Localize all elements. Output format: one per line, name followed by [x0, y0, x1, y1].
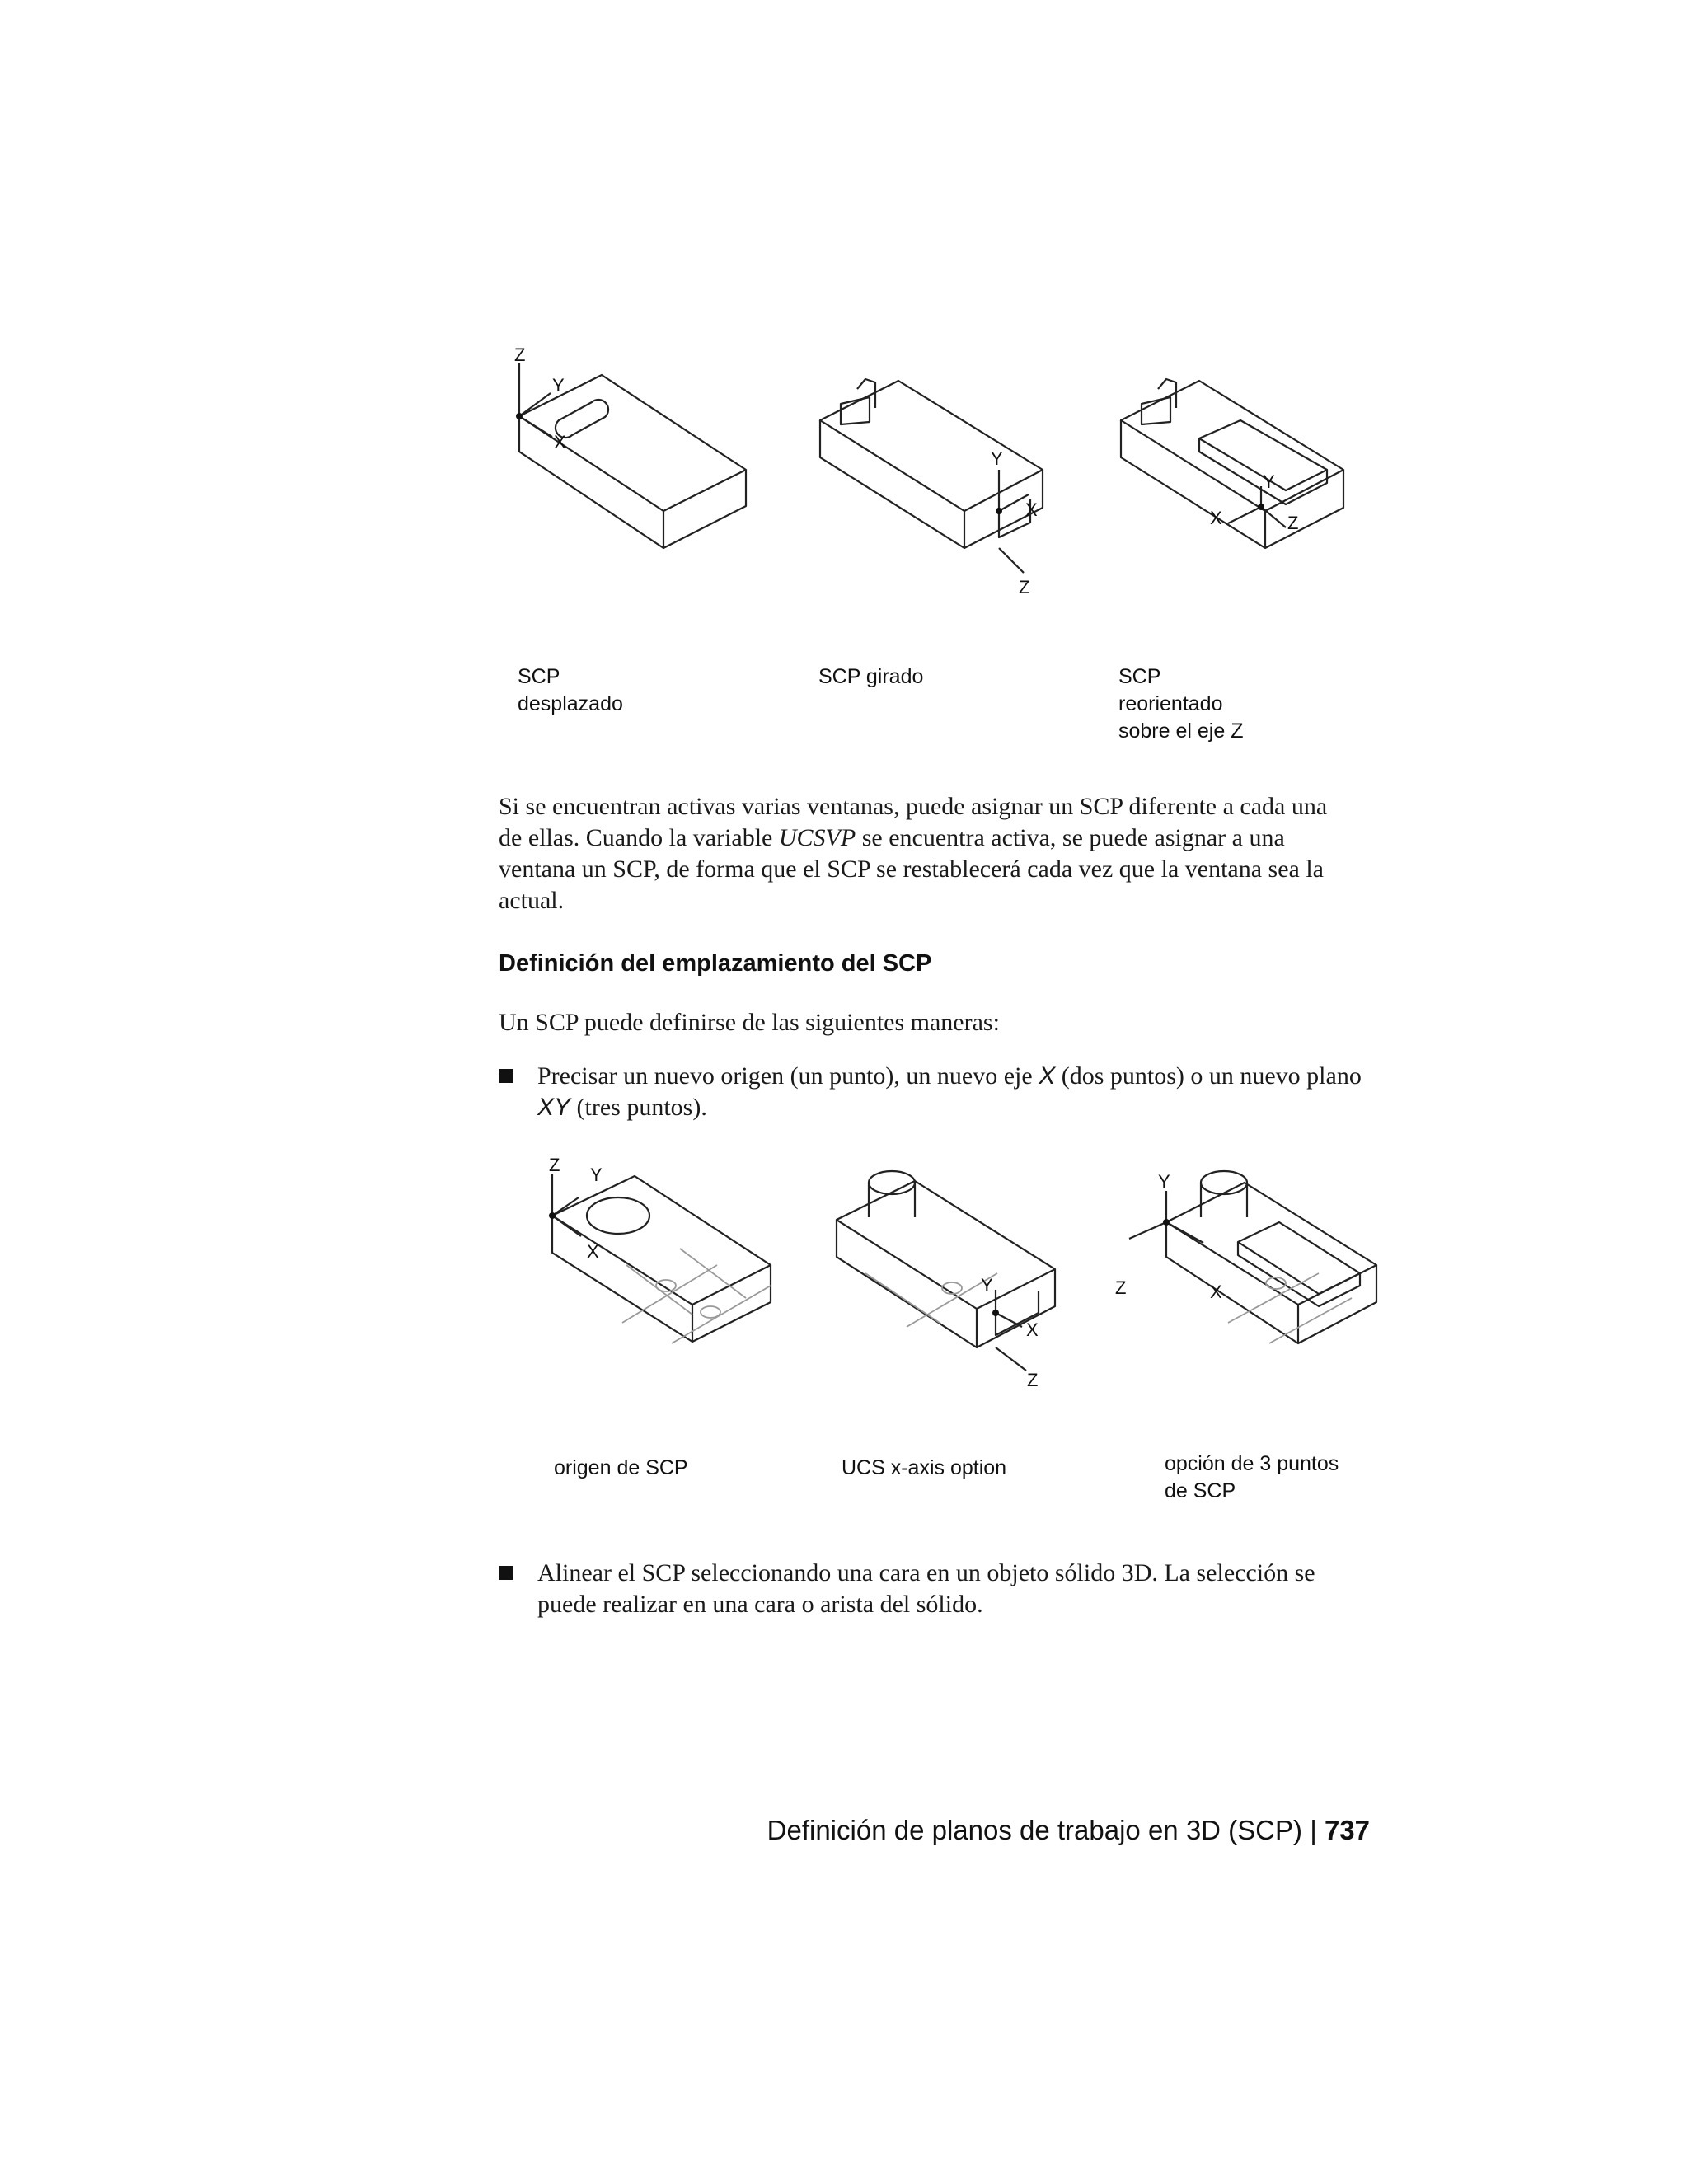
axis-label-y: Y [981, 1275, 993, 1296]
list-item [499, 1558, 1372, 1620]
figure-ucs-definition-drawing [528, 1150, 1393, 1397]
bullet-square-icon [499, 1566, 513, 1580]
figure-caption-displaced: SCP desplazado [518, 665, 623, 715]
box-ucs-origin [549, 1155, 771, 1343]
axis-label-y: Y [590, 1165, 603, 1185]
figure-ucs-variants-drawing [495, 346, 1368, 593]
axis-label-x: X [1210, 1282, 1222, 1302]
footer-separator: | [1310, 1815, 1317, 1845]
axis-label-x: X [1210, 508, 1222, 528]
figure-ucs-variants [495, 346, 1368, 593]
page-number: 737 [1324, 1815, 1370, 1845]
axis-label-z: Z [1287, 513, 1299, 533]
section-heading: Definición del emplazamiento del SCP [499, 950, 932, 977]
axis-label-y: Y [552, 375, 565, 396]
figure-caption-origin: origen de SCP [554, 1456, 688, 1479]
box-ucs-x-axis [837, 1171, 1055, 1390]
figure-caption-x-axis: UCS x-axis option [842, 1456, 1007, 1479]
list-item [499, 1061, 1372, 1123]
axis-label-z: Z [514, 346, 526, 365]
list-item-text: Precisar un nuevo origen (un punto), un nuevo eje X (dos puntos) o un nuevo plano XY (tres puntos). [537, 1062, 1362, 1121]
variable-name: UCSVP [778, 824, 856, 851]
axis-label-x: X [554, 432, 566, 452]
box-rotated-ucs [820, 379, 1043, 593]
footer-title: Definición de planos de trabajo en 3D (SCP) [767, 1815, 1303, 1845]
axis-label-z: Z [1027, 1370, 1039, 1390]
figure-caption-reoriented: SCP reorientado sobre el eje Z [1118, 665, 1244, 743]
figure-ucs-definition-methods [528, 1150, 1393, 1397]
axis-label-y: Y [1158, 1171, 1170, 1192]
body-paragraph-intro: Un SCP puede definirse de las siguientes maneras: [499, 1009, 1000, 1036]
list-item-text: Alinear el SCP seleccionando una cara en un objeto sólido 3D. La selección se puede realizar en una cara o arista del sólido. [537, 1559, 1315, 1618]
axis-label-z: Z [1115, 1277, 1127, 1298]
body-paragraph-viewports: Si se encuentran activas varias ventanas, puede asignar un SCP diferente a cada una de ellas. Cuando la variable UCSVP se encuentra activa, se puede asignar a una ventana un SCP, de forma que el SCP se restablecerá cada vez que la ventana sea la actual. [499, 793, 1328, 914]
box-ucs-3point [1115, 1171, 1376, 1343]
axis-label-z: Z [549, 1155, 560, 1175]
axis-label-x: X [1025, 499, 1038, 520]
figure-caption-3point: opción de 3 puntos de SCP [1165, 1452, 1339, 1502]
page-footer [757, 1815, 1370, 1846]
axis-label-x: X [1026, 1319, 1039, 1340]
axis-label-y: Y [991, 448, 1003, 469]
figure-caption-rotated: SCP girado [818, 665, 924, 688]
box-reoriented-ucs [1121, 379, 1343, 548]
bullet-square-icon [499, 1069, 513, 1083]
axis-label-y: Y [1263, 471, 1275, 492]
axis-label-z: Z [1019, 577, 1030, 593]
axis-label-x: X [587, 1241, 599, 1262]
box-displaced-ucs [514, 346, 746, 548]
